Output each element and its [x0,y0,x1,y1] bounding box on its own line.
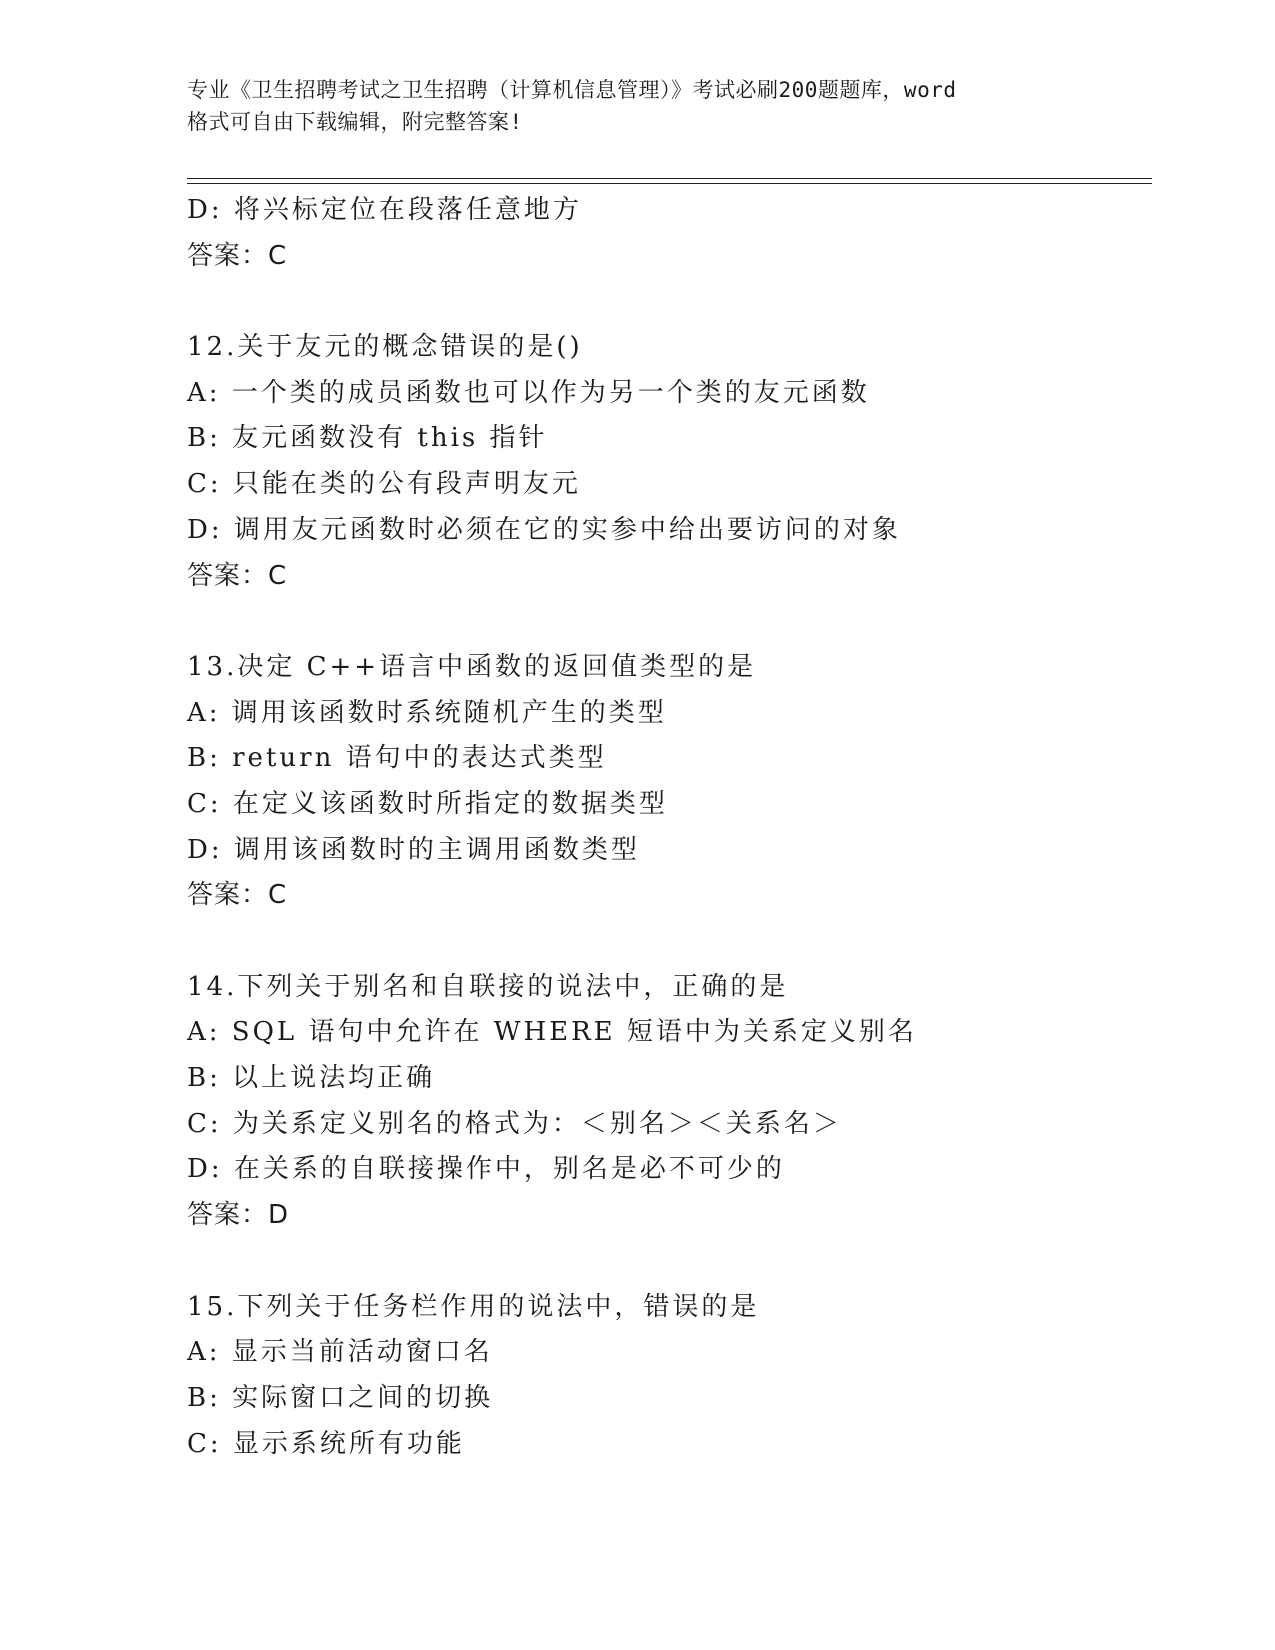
option-b: B: 友元函数没有 this 指针 [187,423,548,454]
question-14 [187,965,1147,1239]
option-a: A: SQL 语句中允许在 WHERE 短语中为关系定义别名 [187,1017,917,1048]
spacer [187,599,1147,645]
header-line-1: 专业《卫生招聘考试之卫生招聘（计算机信息管理）》考试必刷200题题库，word [187,78,957,102]
spacer [187,279,1147,325]
q11-answer: 答案：C [187,240,288,271]
answer: 答案：D [187,1200,290,1231]
question-13 [187,645,1147,919]
option-c: C: 只能在类的公有段声明友元 [187,469,581,500]
option-b: B: return 语句中的表达式类型 [187,743,607,774]
question-text: 13.决定 C++语言中函数的返回值类型的是 [187,651,757,682]
option-c: C: 为关系定义别名的格式为：＜别名＞＜关系名＞ [187,1108,842,1139]
question-12 [187,325,1147,599]
spacer [187,1239,1147,1285]
header-divider-bottom [187,183,1152,184]
option-a: A: 一个类的成员函数也可以作为另一个类的友元函数 [187,377,870,408]
question-text: 14.下列关于别名和自联接的说法中，正确的是 [187,971,789,1002]
option-c: C: 显示系统所有功能 [187,1428,465,1459]
answer: 答案：C [187,880,288,911]
option-a: A: 调用该函数时系统随机产生的类型 [187,697,667,728]
header-divider-top [187,178,1152,179]
question-text: 12.关于友元的概念错误的是() [187,332,583,363]
answer: 答案：C [187,560,288,591]
header-line-2: 格式可自由下载编辑，附完整答案! [187,110,523,134]
spacer [187,919,1147,965]
q11-option-d: D: 将兴标定位在段落任意地方 [187,195,582,225]
option-d: D: 调用该函数时的主调用函数类型 [187,834,640,865]
option-b: B: 以上说法均正确 [187,1063,436,1094]
option-b: B: 实际窗口之间的切换 [187,1382,494,1413]
document-body [187,188,1147,1467]
question-text: 15.下列关于任务栏作用的说法中，错误的是 [187,1291,760,1322]
option-c: C: 在定义该函数时所指定的数据类型 [187,788,668,819]
option-d: D: 在关系的自联接操作中，别名是必不可少的 [187,1154,785,1185]
document-header [187,74,1087,138]
option-a: A: 显示当前活动窗口名 [187,1337,493,1368]
option-d: D: 调用友元函数时必须在它的实参中给出要访问的对象 [187,514,901,545]
question-15 [187,1285,1147,1468]
